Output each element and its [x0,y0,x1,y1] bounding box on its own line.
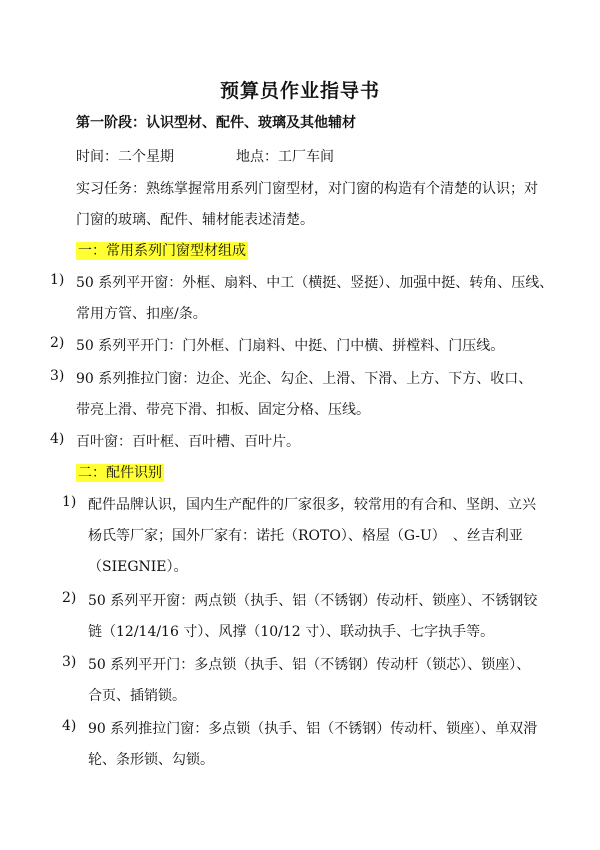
section2-item2-num: 2) [62,590,77,606]
section2-item2-line2: 链（12/14/16 寸）、风撑（10/12 寸）、联动执手、七字执手等。 [88,624,495,640]
section2-item3-line2: 合页、插销锁。 [88,688,186,704]
stage-heading: 第一阶段：认识型材、配件、玻璃及其他辅材 [76,115,356,131]
page-title: 预算员作业指导书 [219,80,380,102]
section2-item1-line3: （SIEGNIE）。 [88,559,188,575]
section2-item1-line1: 配件品牌认识，国内生产配件的厂家很多，较常用的有合和、坚朗、立兴 [88,497,536,513]
section1-heading-text: 一：常用系列门窗型材组成 [78,243,246,259]
section1-item1-line1: 50 系列平开窗：外框、扇料、中工（横挺、竖挺）、加强中挺、转角、压线、 [76,275,554,291]
section2-heading [76,462,164,482]
info-line [76,146,334,166]
time-text: 时间：二个星期 [76,149,174,165]
task-line-1: 实习任务：熟练掌握常用系列门窗型材，对门窗的构造有个清楚的认识；对 [76,181,538,197]
section2-item4-num: 4) [62,718,77,734]
section1-item2-num: 2) [50,335,65,351]
section1-item4-line1: 百叶窗：百叶框、百叶槽、百叶片。 [76,434,300,450]
section2-item3-line1: 50 系列平开门：多点锁（执手、铝（不锈钢）传动杆（锁芯）、锁座）、 [88,657,531,673]
place-text: 地点：工厂车间 [236,149,334,165]
section1-item1-line2: 常用方管、扣座/条。 [76,306,207,322]
section2-item3-num: 3) [62,654,77,670]
task-line-2: 门窗的玻璃、配件、辅材能表述清楚。 [76,212,314,228]
section1-heading [76,240,248,260]
section1-item3-line2: 带亮上滑、带亮下滑、扣板、固定分格、压线。 [76,402,370,418]
section1-item1-num: 1) [50,272,65,288]
section2-heading-text: 二：配件识别 [78,465,162,481]
section2-item2-line1: 50 系列平开窗：两点锁（执手、铝（不锈钢）传动杆、锁座）、不锈钢铰 [88,593,538,609]
section2-item4-line2: 轮、条形锁、勾锁。 [88,752,214,768]
section1-item3-line1: 90 系列推拉门窗：边企、光企、勾企、上滑、下滑、上方、下方、收口、 [76,371,533,387]
section1-item2-line1: 50 系列平开门：门外框、门扇料、中挺、门中横、拼樘料、门压线。 [76,338,505,354]
section2-item1-num: 1) [62,494,77,510]
section2-item1-line2: 杨氏等厂家；国外厂家有：诺托（ROTO）、格屋（G-U） 、丝吉利亚 [88,528,523,544]
section1-item3-num: 3) [50,368,65,384]
section1-item4-num: 4) [50,431,65,447]
section2-item4-line1: 90 系列推拉门窗：多点锁（执手、铝（不锈钢）传动杆、锁座）、单双滑 [88,721,538,737]
